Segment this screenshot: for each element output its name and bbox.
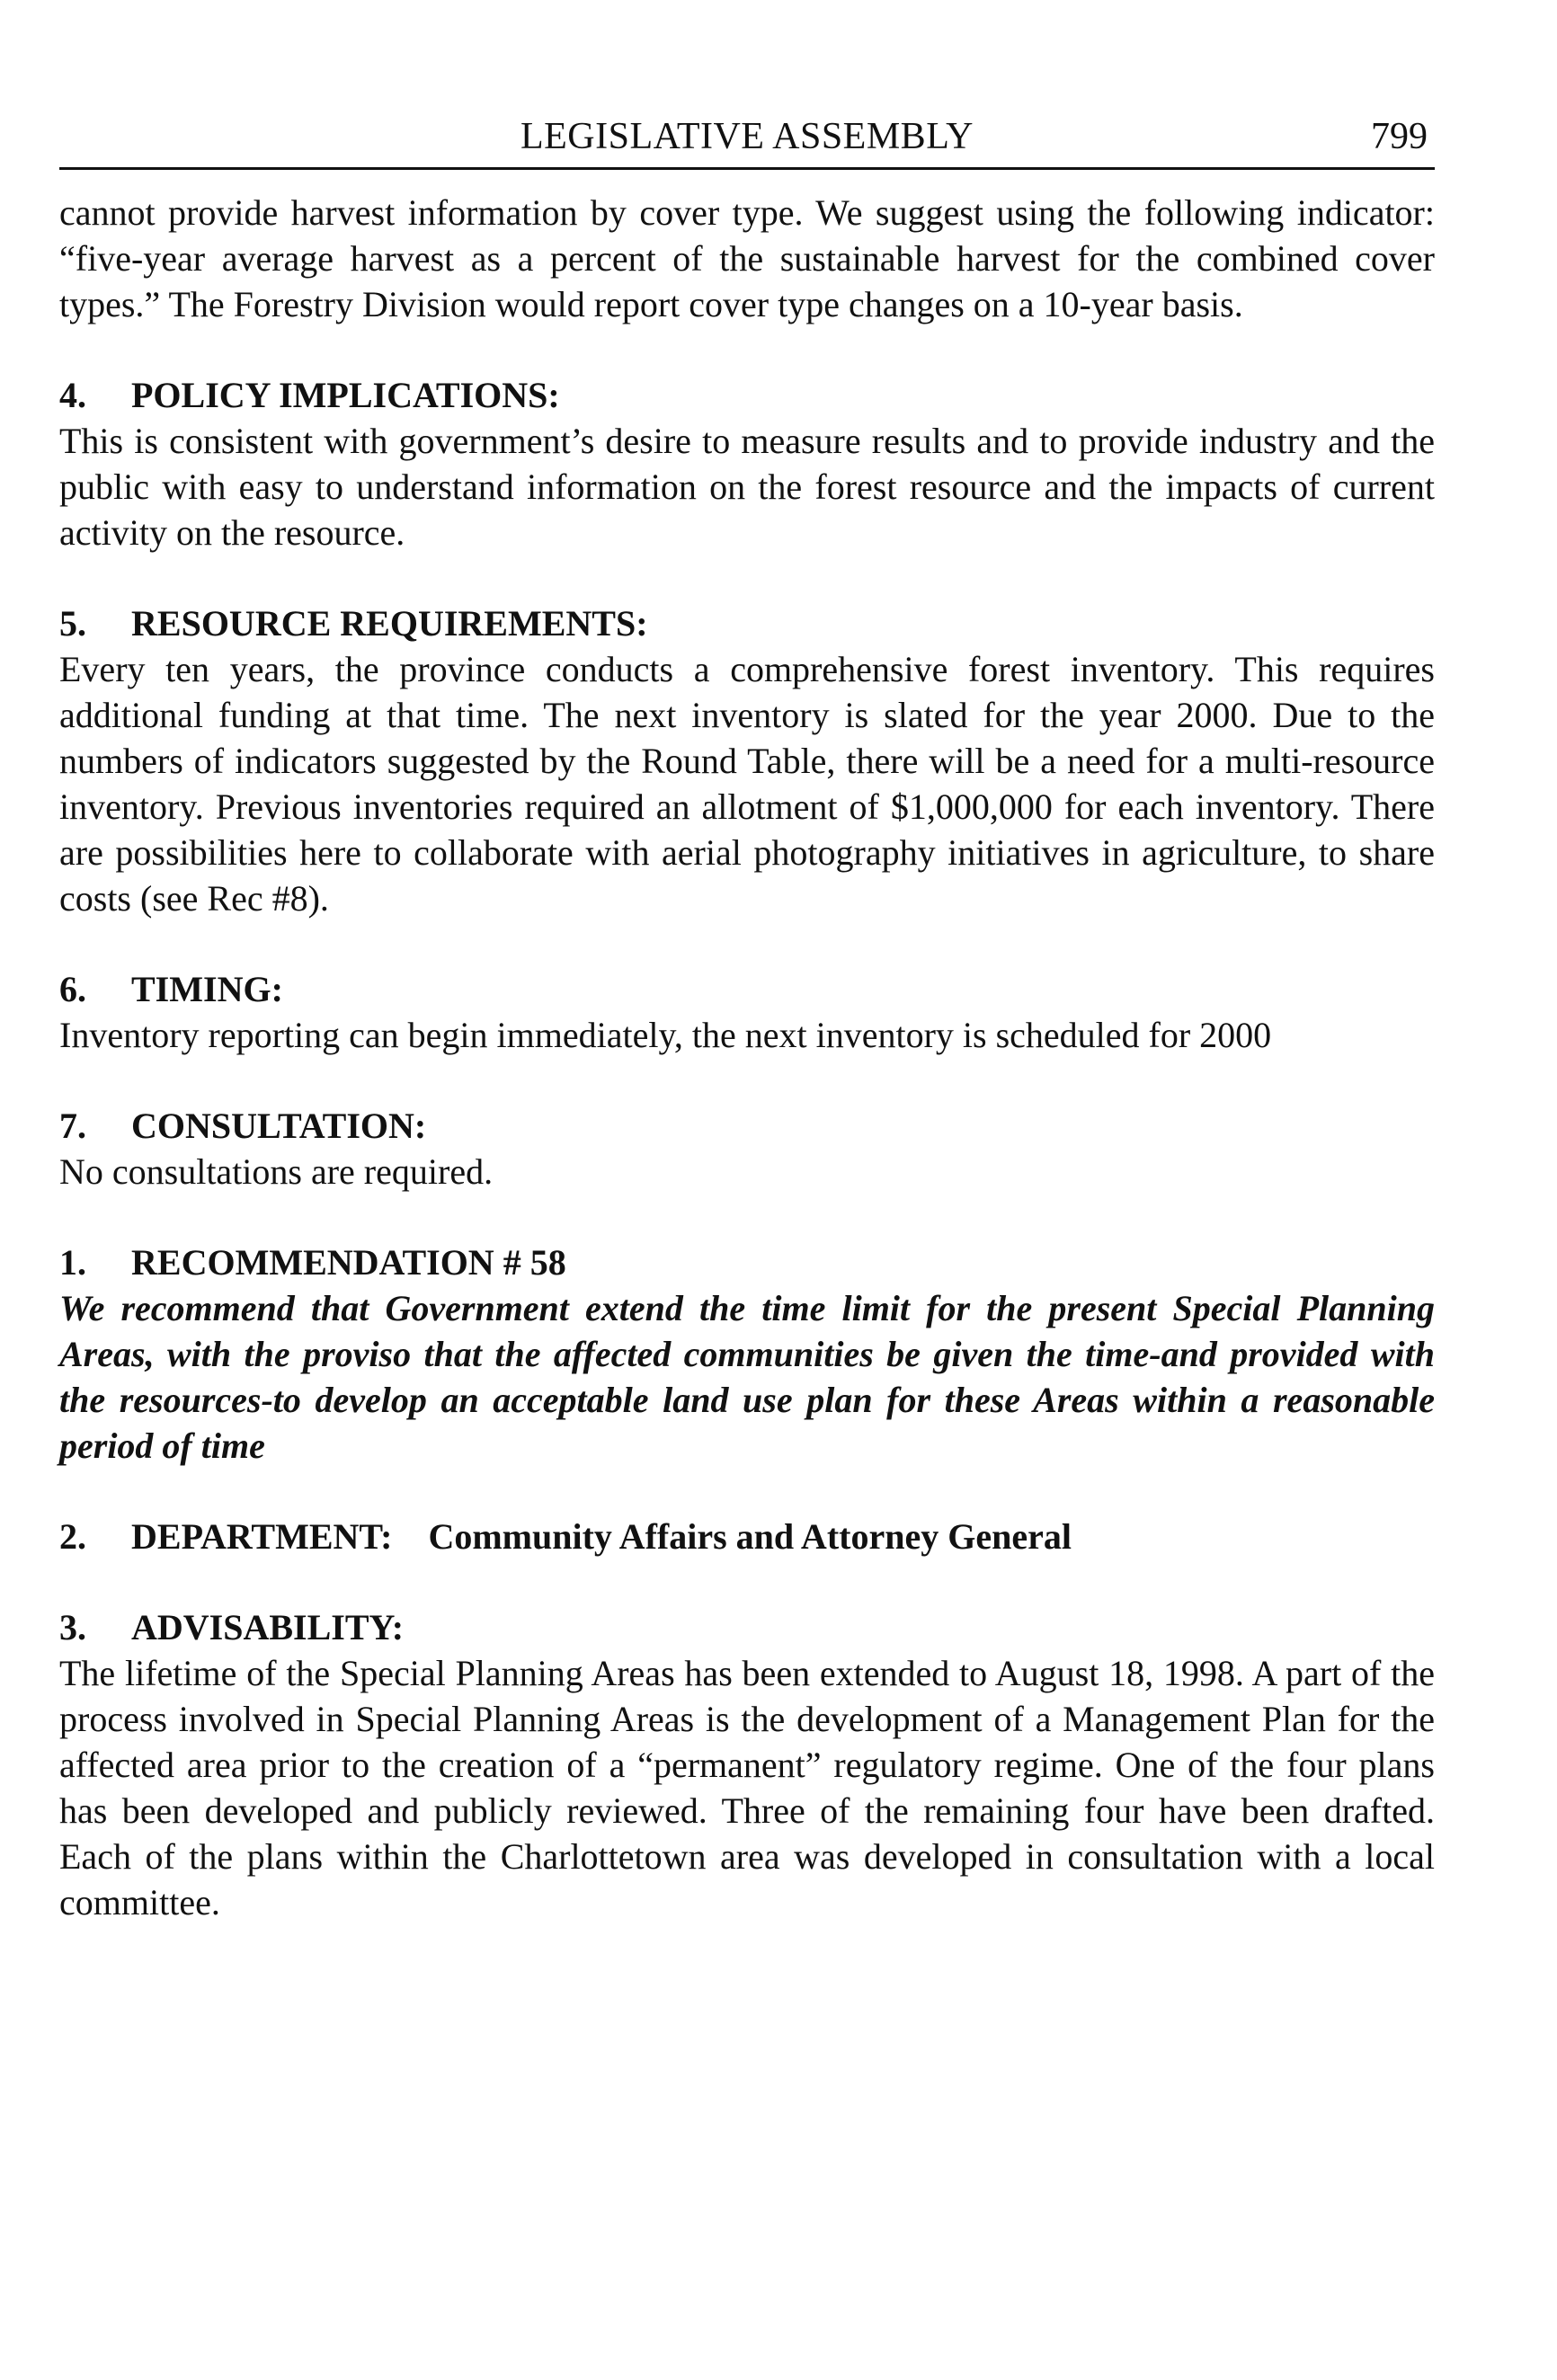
section-title: POLICY IMPLICATIONS:: [131, 375, 560, 415]
section-department: [59, 1514, 1435, 1559]
section-title: TIMING:: [131, 969, 283, 1009]
section-recommendation: [59, 1239, 1435, 1469]
section-title: RECOMMENDATION # 58: [131, 1242, 566, 1283]
section-consultation: [59, 1103, 1435, 1194]
section-heading: [59, 600, 1435, 646]
section-advisability: [59, 1604, 1435, 1925]
running-header: [59, 108, 1435, 170]
section-title: RESOURCE REQUIREMENTS:: [131, 603, 648, 644]
section-number: 7.: [59, 1106, 86, 1146]
section-heading: [59, 1514, 1435, 1559]
section-text: The lifetime of the Special Planning Areas has been extended to August 18, 1998. A part of the process involved in Special Planning Areas is the development of a Management Plan for the affected area prior to the creation of a “permanent” regulatory regime. One of the four plans has been developed and publicly reviewed. Three of the remaining four have been drafted. Each of the plans within the Charlottetown area was developed in consultation with a local committee.: [59, 1653, 1435, 1923]
document-page: [59, 108, 1435, 1925]
section-text: Every ten years, the province conducts a comprehensive forest inventory. This requires additional funding at that time. The next inventory is slated for the year 2000. Due to the numbers of indicators suggested by the Round Table, there will be a need for a multi-resource inventory. Previous inventories required an allotment of $1,000,000 for each inventory. There are possibilities here to collaborate with aerial photography initiatives in agriculture, to share costs (see Rec #8).: [59, 649, 1435, 919]
section-heading: [59, 372, 1435, 418]
section-title: CONSULTATION:: [131, 1106, 427, 1146]
section-title: DEPARTMENT:: [131, 1516, 393, 1557]
recommendation-text: We recommend that Government extend the time limit for the present Special Planning Areas, with the proviso that the affected communities be given the time-and provided with the resources-to develop an acceptable land use plan for these Areas within a reasonable period of time: [59, 1288, 1435, 1466]
section-heading: [59, 1103, 1435, 1149]
section-heading: [59, 966, 1435, 1012]
document-body: [59, 190, 1435, 1925]
section-number: 5.: [59, 603, 86, 644]
section-number: 3.: [59, 1607, 86, 1647]
intro-paragraph: cannot provide harvest information by cover type. We suggest using the following indicator: “five-year average harvest as a percent of the sustainable harvest for the combined cover types.” The Forestry Division would report cover type changes on a 10-year basis.: [59, 192, 1435, 324]
section-text: This is consistent with government’s desire to measure results and to provide industry and the public with easy to understand information on the forest resource and the impacts of current activity on the resource.: [59, 421, 1435, 553]
department-name: Community Affairs and Attorney General: [428, 1516, 1072, 1557]
section-resource-requirements: [59, 600, 1435, 921]
section-title: ADVISABILITY:: [131, 1607, 405, 1647]
header-title: LEGISLATIVE ASSEMBLY: [520, 116, 974, 157]
section-number: 4.: [59, 375, 86, 415]
section-policy-implications: [59, 372, 1435, 555]
section-number: 1.: [59, 1242, 86, 1283]
section-heading: [59, 1604, 1435, 1650]
section-number: 6.: [59, 969, 86, 1009]
section-text: Inventory reporting can begin immediately, the next inventory is scheduled for 2000: [59, 1015, 1272, 1055]
page-number: 799: [1371, 116, 1428, 157]
section-heading: [59, 1239, 1435, 1285]
section-text: No consultations are required.: [59, 1151, 494, 1192]
section-number: 2.: [59, 1516, 86, 1557]
section-timing: [59, 966, 1435, 1058]
